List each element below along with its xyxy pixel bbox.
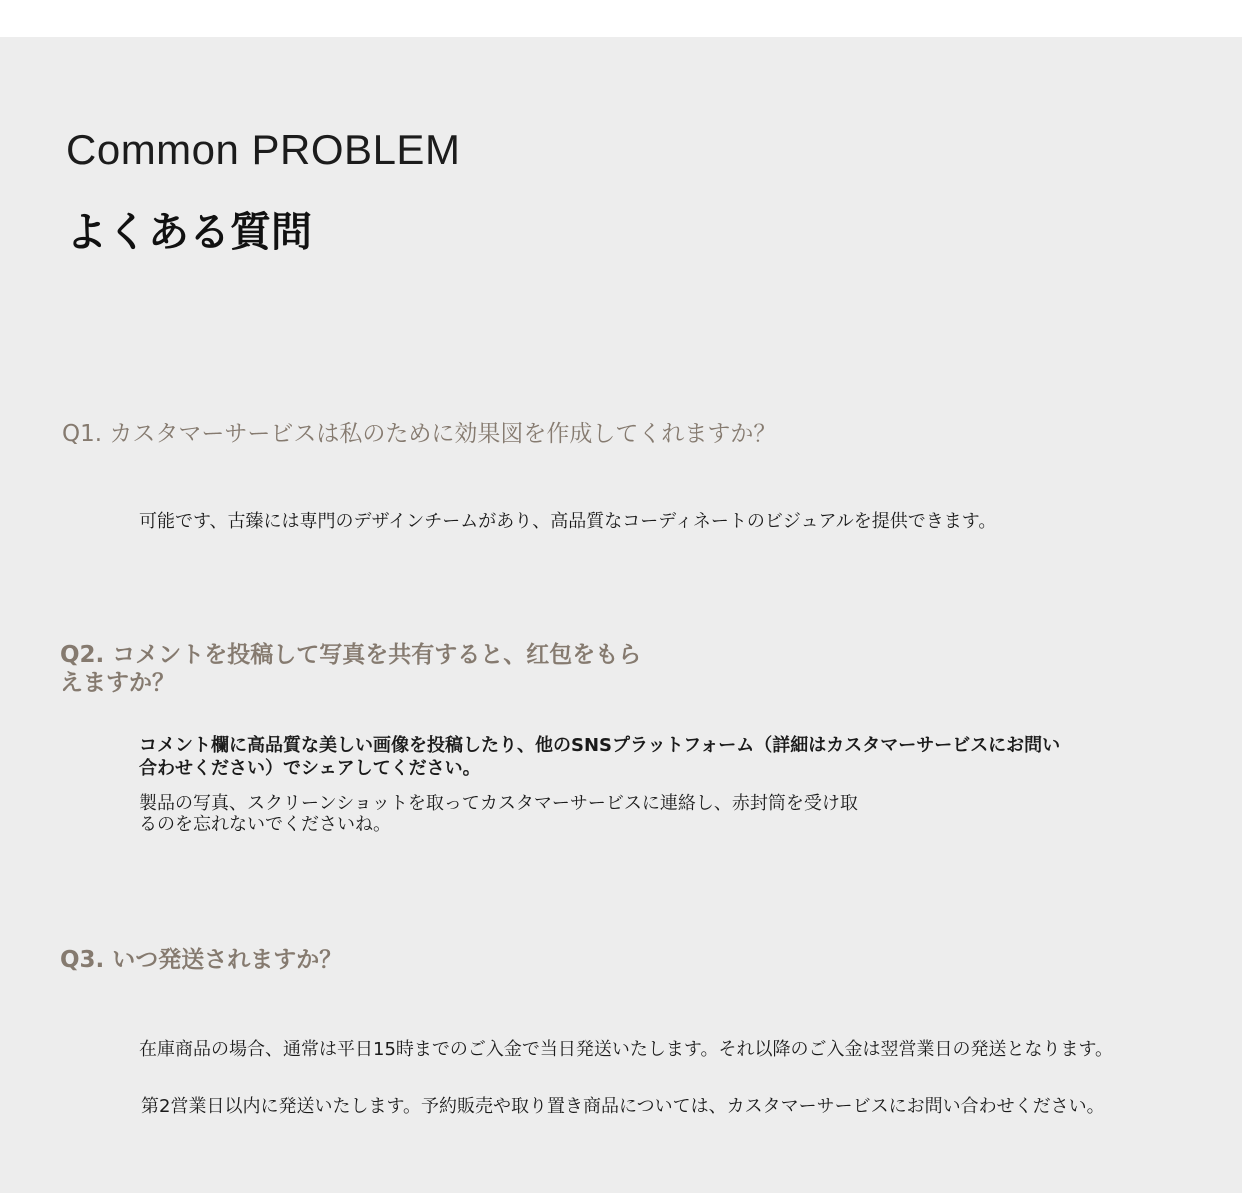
faq-question-3: Q3. いつ発送されますか？ [60,947,343,973]
faq-question-1: Q1. カスタマーサービスは私のために効果図を作成してくれますか？ [62,421,777,447]
faq-answer-2-emphasis: コメント欄に高品質な美しい画像を投稿したり、他のSNSプラットフォーム（詳細はカスタマーサービスにお問い合わせください）でシェアしてください。 [139,735,1061,779]
section-title-english: Common PROBLEM [66,126,461,173]
section-title-japanese: よくある質問 [66,208,312,256]
faq-answer-3-line-2: 第2営業日以内に発送いたします。予約販売や取り置き商品については、カスタマーサービスにお問い合わせください。 [141,1096,1105,1117]
faq-question-2: Q2. コメントを投稿して写真を共有すると、红包をもらえますか？ [60,642,642,696]
faq-answer-3-line-1: 在庫商品の場合、通常は平日15時までのご入金で当日発送いたします。それ以降のご入金は翌営業日の発送となります。 [139,1039,1114,1060]
faq-answer-1: 可能です、古臻には専門のデザインチームがあり、高品質なコーディネートのビジュアルを提供できます。 [139,511,997,532]
faq-answer-2: 製品の写真、スクリーンショットを取ってカスタマーサービスに連絡し、赤封筒を受け取るのを忘れないでくださいね。 [139,793,858,835]
